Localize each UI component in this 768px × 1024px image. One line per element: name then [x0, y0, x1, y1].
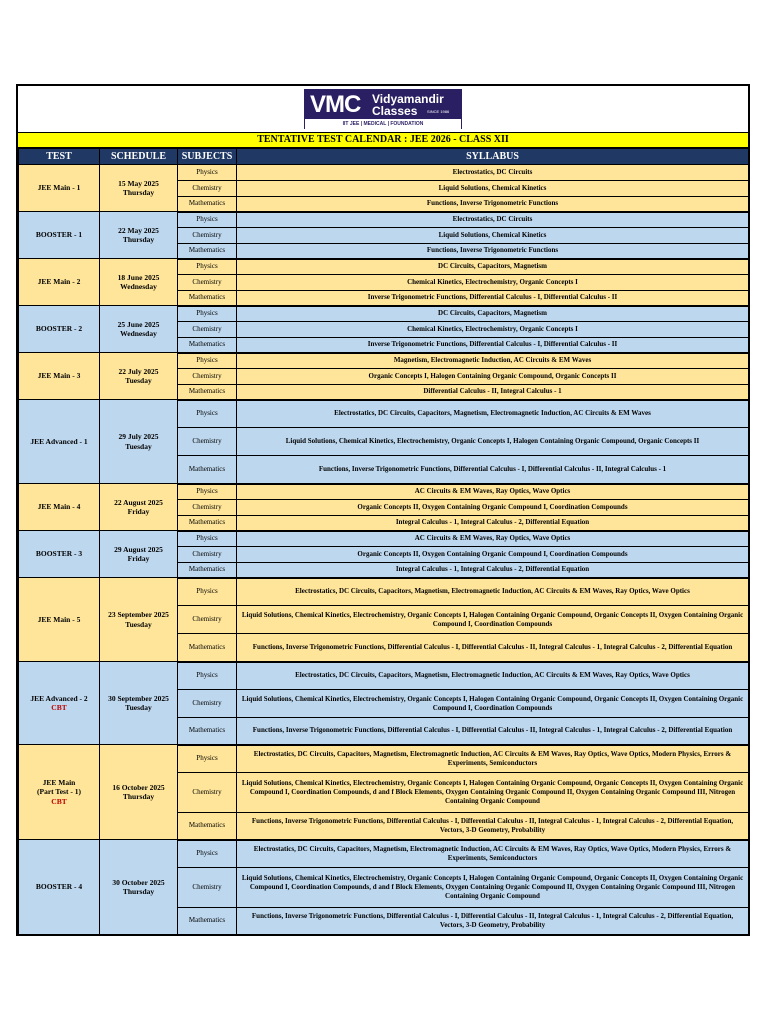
logo-row — [18, 86, 748, 133]
schedule-day: Friday — [127, 507, 150, 516]
header-syllabus: SYLLABUS — [237, 149, 749, 165]
syllabus-cell: Liquid Solutions, Chemical Kinetics, Electrochemistry, Organic Concepts I, Halogen Containing Organic Compound, Organic Concepts II, Oxygen Containing Organic Compound I, Coordination Compounds, d and f Block Elements, Oxygen Containing Organic Compound II, Oxygen Containing Organic Compound III, Nitrogen Containing Organic Compound — [237, 868, 749, 908]
syllabus-cell: Liquid Solutions, Chemical Kinetics — [237, 228, 749, 244]
test-name-cell — [19, 212, 100, 259]
syllabus-cell: Electrostatics, DC Circuits — [237, 165, 749, 181]
logo-abbr: VMC — [310, 91, 361, 118]
test-name-cell — [19, 353, 100, 400]
schedule-date: 23 September 2025 — [108, 610, 169, 620]
subject-cell: Mathematics — [178, 813, 237, 840]
subject-cell: Chemistry — [178, 369, 237, 385]
table-row — [19, 212, 749, 228]
test-name: BOOSTER - 3 — [35, 549, 83, 559]
test-name: JEE Advanced - 2 — [30, 693, 88, 703]
subject-cell: Mathematics — [178, 291, 237, 306]
subject-cell: Mathematics — [178, 563, 237, 578]
logo-name-line2: Classes — [372, 104, 418, 118]
schedule-date: 25 June 2025 — [117, 319, 160, 329]
syllabus-cell: Functions, Inverse Trigonometric Functions, Differential Calculus - I, Differential Calculus - II, Integral Calculus - 1, Integral Calculus - 2, Differential Equation, Vectors, 3-D Geometry, Probability — [237, 813, 749, 840]
schedule-cell — [100, 484, 178, 531]
header-subjects: SUBJECTS — [178, 149, 237, 165]
subject-cell: Chemistry — [178, 228, 237, 244]
schedule-cell — [100, 212, 178, 259]
test-calendar-table — [18, 148, 749, 936]
subject-cell: Chemistry — [178, 773, 237, 813]
syllabus-cell: Chemical Kinetics, Electrochemistry, Organic Concepts I — [237, 275, 749, 291]
schedule-cell — [100, 840, 178, 935]
subject-cell: Physics — [178, 662, 237, 690]
subject-cell: Chemistry — [178, 690, 237, 718]
subject-cell: Physics — [178, 578, 237, 606]
test-name-sub: (Part Test - 1) — [37, 787, 81, 797]
test-name-cell — [19, 400, 100, 484]
test-name: JEE Advanced - 1 — [30, 436, 88, 446]
table-body — [19, 165, 749, 935]
syllabus-cell: Functions, Inverse Trigonometric Functions — [237, 244, 749, 259]
schedule-date: 15 May 2025 — [118, 178, 159, 188]
subject-cell: Physics — [178, 400, 237, 428]
table-row — [19, 578, 749, 606]
table-row — [19, 840, 749, 868]
schedule-day: Wednesday — [120, 282, 157, 291]
subject-cell: Chemistry — [178, 606, 237, 634]
syllabus-cell: Electrostatics, DC Circuits — [237, 212, 749, 228]
test-name: JEE Main - 5 — [37, 614, 81, 624]
syllabus-cell: AC Circuits & EM Waves, Ray Optics, Wave Optics — [237, 531, 749, 547]
subject-cell: Physics — [178, 531, 237, 547]
table-row — [19, 306, 749, 322]
subject-cell: Mathematics — [178, 244, 237, 259]
syllabus-cell: Liquid Solutions, Chemical Kinetics, Electrochemistry, Organic Concepts I, Halogen Containing Organic Compound, Organic Concepts II, Oxygen Containing Organic Compound I, Coordination Compounds, d and f Block Elements, Oxygen Containing Organic Compound II, Oxygen Containing Organic Compound III, Nitrogen Containing Organic Compound — [237, 773, 749, 813]
test-name: JEE Main - 2 — [37, 277, 81, 287]
syllabus-cell: Electrostatics, DC Circuits, Capacitors, Magnetism, Electromagnetic Induction, AC Circuits & EM Waves — [237, 400, 749, 428]
subject-cell: Chemistry — [178, 275, 237, 291]
schedule-date: 29 July 2025 — [118, 432, 159, 442]
syllabus-cell: Electrostatics, DC Circuits, Capacitors, Magnetism, Electromagnetic Induction, AC Circuits & EM Waves, Ray Optics, Wave Optics — [237, 662, 749, 690]
syllabus-cell: Chemical Kinetics, Electrochemistry, Organic Concepts I — [237, 322, 749, 338]
test-name-cell — [19, 484, 100, 531]
test-name: JEE Main — [42, 777, 76, 787]
syllabus-cell: Integral Calculus - 1, Integral Calculus - 2, Differential Equation — [237, 516, 749, 531]
test-name: JEE Main - 1 — [37, 183, 81, 193]
syllabus-cell: Electrostatics, DC Circuits, Capacitors, Magnetism, Electromagnetic Induction, AC Circuits & EM Waves, Ray Optics, Wave Optics — [237, 578, 749, 606]
table-row — [19, 662, 749, 690]
syllabus-cell: Electrostatics, DC Circuits, Capacitors, Magnetism, Electromagnetic Induction, AC Circuits & EM Waves, Ray Optics, Wave Optics, Modern Physics, Errors & Experiments, Semiconductors — [237, 745, 749, 773]
subject-cell: Physics — [178, 212, 237, 228]
syllabus-cell: Liquid Solutions, Chemical Kinetics — [237, 181, 749, 197]
schedule-cell — [100, 531, 178, 578]
table-row — [19, 745, 749, 773]
test-name-cell — [19, 745, 100, 840]
schedule-date: 22 May 2025 — [118, 225, 159, 235]
schedule-date: 18 June 2025 — [117, 272, 160, 282]
syllabus-cell: Functions, Inverse Trigonometric Functions, Differential Calculus - I, Differential Calculus - II, Integral Calculus - 1, Integral Calculus - 2, Differential Equation — [237, 718, 749, 745]
syllabus-cell: DC Circuits, Capacitors, Magnetism — [237, 259, 749, 275]
logo-name-line1: Vidyamandir — [372, 92, 444, 106]
test-name-cell — [19, 165, 100, 212]
schedule-day: Thursday — [122, 792, 155, 801]
subject-cell: Mathematics — [178, 197, 237, 212]
subject-cell: Mathematics — [178, 516, 237, 531]
test-name: BOOSTER - 2 — [35, 324, 83, 334]
subject-cell: Physics — [178, 306, 237, 322]
subject-cell: Physics — [178, 840, 237, 868]
syllabus-cell: Magnetism, Electromagnetic Induction, AC Circuits & EM Waves — [237, 353, 749, 369]
syllabus-cell: Functions, Inverse Trigonometric Functions — [237, 197, 749, 212]
table-row — [19, 531, 749, 547]
syllabus-cell: Liquid Solutions, Chemical Kinetics, Electrochemistry, Organic Concepts I, Halogen Containing Organic Compound, Organic Concepts II — [237, 428, 749, 456]
logo-tagline: IIT JEE | MEDICAL | FOUNDATION — [304, 119, 462, 129]
subject-cell: Chemistry — [178, 500, 237, 516]
schedule-date: 22 July 2025 — [118, 366, 159, 376]
subject-cell: Chemistry — [178, 868, 237, 908]
schedule-cell — [100, 353, 178, 400]
test-name: JEE Main - 4 — [37, 502, 81, 512]
test-name-cell — [19, 259, 100, 306]
schedule-day: Tuesday — [125, 441, 152, 451]
schedule-cell — [100, 306, 178, 353]
subject-cell: Mathematics — [178, 456, 237, 484]
subject-cell: Physics — [178, 484, 237, 500]
schedule-cell — [100, 578, 178, 662]
syllabus-cell: Inverse Trigonometric Functions, Differential Calculus - I, Differential Calculus - II — [237, 291, 749, 306]
schedule-date: 29 August 2025 — [114, 544, 163, 554]
table-row — [19, 484, 749, 500]
header-test: TEST — [19, 149, 100, 165]
schedule-cell — [100, 745, 178, 840]
schedule-day: Thursday — [122, 188, 155, 197]
test-name-cell — [19, 662, 100, 745]
subject-cell: Physics — [178, 353, 237, 369]
syllabus-cell: Differential Calculus - II, Integral Calculus - 1 — [237, 385, 749, 400]
test-name-cell — [19, 840, 100, 935]
subject-cell: Mathematics — [178, 908, 237, 935]
subject-cell: Mathematics — [178, 634, 237, 662]
logo-since: SINCE 1986 — [427, 109, 450, 114]
test-name-cell — [19, 531, 100, 578]
subject-cell: Mathematics — [178, 718, 237, 745]
syllabus-cell: Liquid Solutions, Chemical Kinetics, Electrochemistry, Organic Concepts I, Halogen Containing Organic Compound, Organic Concepts II, Oxygen Containing Organic Compound I, Coordination Compounds — [237, 606, 749, 634]
syllabus-cell: Organic Concepts II, Oxygen Containing Organic Compound I, Coordination Compounds — [237, 500, 749, 516]
table-row — [19, 165, 749, 181]
syllabus-cell: Functions, Inverse Trigonometric Functions, Differential Calculus - I, Differential Calculus - II, Integral Calculus - 1, Integral Calculus - 2, Differential Equation, Vectors, 3-D Geometry, Probability — [237, 908, 749, 935]
subject-cell: Mathematics — [178, 385, 237, 400]
schedule-date: 30 October 2025 — [112, 877, 165, 887]
schedule-cell — [100, 259, 178, 306]
schedule-day: Wednesday — [120, 329, 157, 338]
schedule-day: Thursday — [122, 887, 155, 896]
schedule-cell — [100, 662, 178, 745]
test-name-cell — [19, 306, 100, 353]
subject-cell: Chemistry — [178, 428, 237, 456]
calendar-frame — [16, 84, 750, 936]
subject-cell: Chemistry — [178, 547, 237, 563]
test-name: JEE Main - 3 — [37, 371, 81, 381]
syllabus-cell: Electrostatics, DC Circuits, Capacitors, Magnetism, Electromagnetic Induction, AC Circuits & EM Waves, Ray Optics, Wave Optics, Modern Physics, Errors & Experiments, Semiconductors — [237, 840, 749, 868]
schedule-cell — [100, 400, 178, 484]
test-name: BOOSTER - 1 — [35, 230, 83, 240]
table-row — [19, 259, 749, 275]
schedule-day: Tuesday — [125, 376, 152, 385]
schedule-date: 16 October 2025 — [112, 782, 165, 792]
schedule-date: 30 September 2025 — [108, 693, 169, 703]
test-name-cell — [19, 578, 100, 662]
schedule-day: Tuesday — [125, 703, 152, 712]
subject-cell: Mathematics — [178, 338, 237, 353]
test-name: BOOSTER - 4 — [35, 882, 83, 892]
syllabus-cell: Organic Concepts I, Halogen Containing Organic Compound, Organic Concepts II — [237, 369, 749, 385]
table-row — [19, 400, 749, 428]
subject-cell: Physics — [178, 745, 237, 773]
schedule-day: Thursday — [122, 235, 155, 244]
schedule-date: 22 August 2025 — [114, 497, 163, 507]
subject-cell: Physics — [178, 165, 237, 181]
syllabus-cell: Integral Calculus - 1, Integral Calculus - 2, Differential Equation — [237, 563, 749, 578]
syllabus-cell: DC Circuits, Capacitors, Magnetism — [237, 306, 749, 322]
header-schedule: SCHEDULE — [100, 149, 178, 165]
cbt-badge: CBT — [51, 703, 67, 712]
syllabus-cell: Functions, Inverse Trigonometric Functions, Differential Calculus - I, Differential Calculus - II, Integral Calculus - 1 — [237, 456, 749, 484]
syllabus-cell: Liquid Solutions, Chemical Kinetics, Electrochemistry, Organic Concepts I, Halogen Containing Organic Compound, Organic Concepts II, Oxygen Containing Organic Compound I, Coordination Compounds — [237, 690, 749, 718]
cbt-badge: CBT — [51, 796, 67, 806]
syllabus-cell: Inverse Trigonometric Functions, Differential Calculus - I, Differential Calculus - II — [237, 338, 749, 353]
schedule-day: Tuesday — [125, 619, 152, 629]
subject-cell: Chemistry — [178, 322, 237, 338]
syllabus-cell: AC Circuits & EM Waves, Ray Optics, Wave Optics — [237, 484, 749, 500]
schedule-day: Friday — [127, 554, 150, 563]
subject-cell: Physics — [178, 259, 237, 275]
table-row — [19, 353, 749, 369]
syllabus-cell: Functions, Inverse Trigonometric Functions, Differential Calculus - I, Differential Calculus - II, Integral Calculus - 1, Integral Calculus - 2, Differential Equation — [237, 634, 749, 662]
vmc-logo — [304, 89, 462, 129]
table-header-row — [19, 149, 749, 165]
schedule-cell — [100, 165, 178, 212]
calendar-title: TENTATIVE TEST CALENDAR : JEE 2026 - CLASS XII — [18, 133, 748, 148]
subject-cell: Chemistry — [178, 181, 237, 197]
syllabus-cell: Organic Concepts II, Oxygen Containing Organic Compound I, Coordination Compounds — [237, 547, 749, 563]
